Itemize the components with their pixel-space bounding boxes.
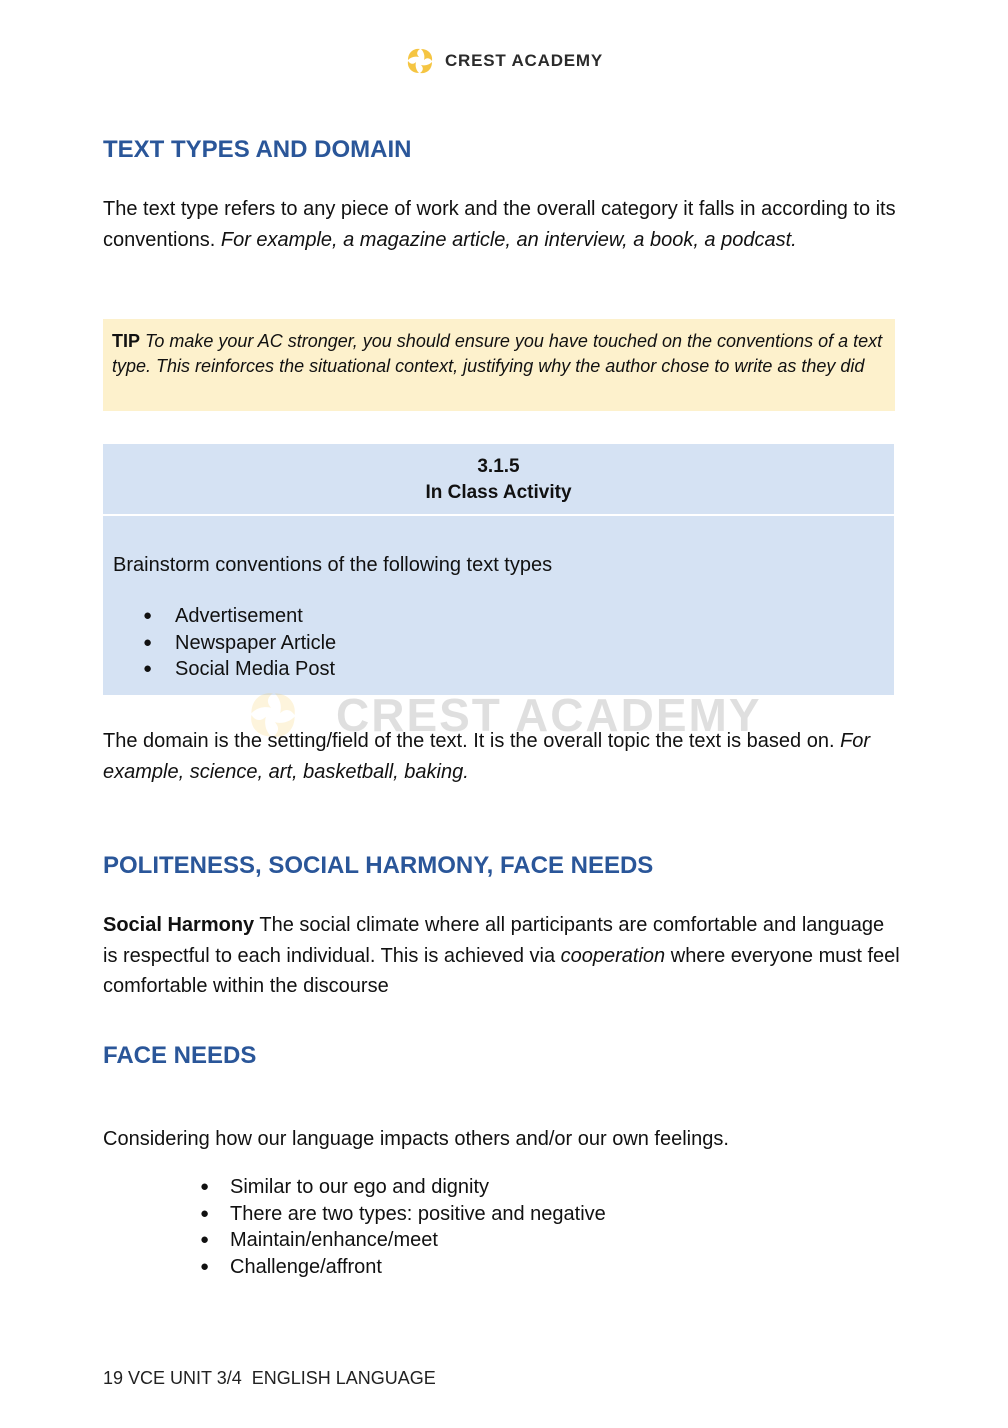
crest-academy-logo-icon bbox=[405, 46, 435, 76]
text-type-definition: The text type refers to any piece of work and the overall category it falls in according to its conventions. bbox=[103, 198, 896, 251]
list-item: ● Maintain/enhance/meet bbox=[200, 1227, 606, 1254]
face-needs-intro: Considering how our language impacts others and/or our own feelings. bbox=[103, 1128, 729, 1150]
list-item: ● Social Media Post bbox=[113, 656, 894, 683]
list-item: ● Advertisement bbox=[113, 603, 894, 630]
page-header bbox=[0, 46, 1008, 76]
page-footer: 19 VCE UNIT 3/4 ENGLISH LANGUAGE bbox=[103, 1368, 436, 1388]
list-item: ● Challenge/affront bbox=[200, 1254, 606, 1281]
tip-label: TIP bbox=[112, 331, 141, 351]
social-harmony-text: The social climate where all participants are comfortable and language is respectful to each individual. This is achieved via bbox=[103, 914, 885, 967]
brand-name: CREST ACADEMY bbox=[444, 51, 604, 70]
social-harmony-term: Social Harmony bbox=[103, 914, 255, 936]
social-harmony-emphasis: cooperation bbox=[560, 944, 666, 967]
section-title-face-needs: FACE NEEDS bbox=[103, 1042, 257, 1069]
tip-callout bbox=[103, 319, 895, 411]
watermark-text: CREST ACADEMY bbox=[336, 689, 762, 741]
tip-text: To make your AC stronger, you should ensure you have touched on the conventions of a text type. This reinforces the situational context, justifying why the author chose to write as they did bbox=[112, 331, 883, 376]
section-title-politeness: POLITENESS, SOCIAL HARMONY, FACE NEEDS bbox=[103, 852, 654, 879]
list-item: ● Newspaper Article bbox=[113, 630, 894, 657]
in-class-activity-box bbox=[103, 444, 894, 695]
social-harmony-paragraph bbox=[103, 910, 903, 1002]
text-type-paragraph bbox=[103, 194, 903, 255]
activity-header bbox=[103, 444, 894, 516]
activity-title: In Class Activity bbox=[425, 482, 572, 503]
activity-number: 3.1.5 bbox=[477, 456, 520, 477]
domain-example: For example, science, art, basketball, baking. bbox=[103, 730, 871, 783]
list-item: ● There are two types: positive and negative bbox=[200, 1201, 606, 1228]
activity-prompt: Brainstorm conventions of the following text types bbox=[113, 554, 553, 576]
face-needs-list bbox=[200, 1174, 606, 1280]
face-needs-list-wrapper bbox=[200, 1174, 606, 1280]
activity-body bbox=[103, 516, 894, 683]
domain-paragraph bbox=[103, 726, 903, 787]
text-type-example: For example, a magazine article, an interview, a book, a podcast. bbox=[220, 228, 797, 251]
social-harmony-text-end: where everyone must feel comfortable within the discourse bbox=[103, 944, 900, 997]
domain-definition: The domain is the setting/field of the text. It is the overall topic the text is based on. bbox=[103, 730, 841, 752]
activity-list bbox=[113, 603, 894, 683]
list-item: ● Similar to our ego and dignity bbox=[200, 1174, 606, 1201]
section-title-text-types: TEXT TYPES AND DOMAIN bbox=[103, 136, 412, 163]
